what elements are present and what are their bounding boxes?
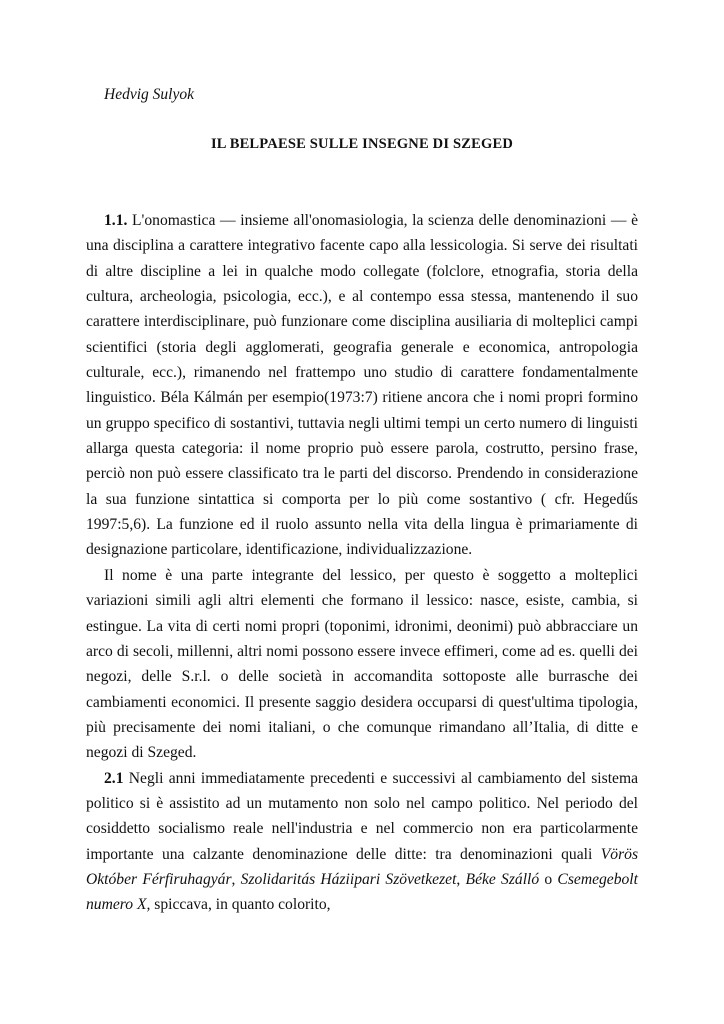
company-name: Vörös Október Férfiruhagyár (86, 845, 639, 888)
section-number: 1.1. (104, 212, 128, 229)
company-name: Béke Szálló (465, 870, 540, 888)
paragraph-text: L'onomastica — insieme all'onomasiologia, la scienza delle denominazioni — è una disciplina a carattere integrativo facente capo alla lessicologia. Si serve dei risultati di altre discipline a lei in qualche modo collegate (folclore, etnografia, storia della cultura, archeologia, psicologia, ecc.), e al contempo essa stessa, mantenendo il suo carattere interdisciplinare, può funzionare come disciplina ausiliaria di molteplici campi scientifici (storia degli agglomerati, geografia generale e economica, antropologia culturale, ecc.), rimanendo nel frattempo uno studio di carattere fondamentalmente linguistico. Béla Kálmán per esempio(1973:7) ritiene ancora che i nomi propri formino un gruppo specifico di sostantivi, tuttavia negli ultimi tempi un certo numero di linguisti allarga questa categoria: il nome proprio può essere parola, costrutto, persino frase, perciò non può essere classificato tra le parti del discorso. Prendendo in considerazione la sua funzione sintattica si comporta per lo più come sostantivo ( cfr. Hegedűs 1997:5,6). La funzione ed il ruolo assunto nella vita della lingua è primariamente di designazione particolare, identificazione, individualizzazione. (86, 212, 638, 559)
company-name: Szolidaritás Háziipari Szövetkezet (240, 870, 457, 888)
separator: o (544, 870, 553, 888)
paragraph-text: Negli anni immediatamente precedenti e successivi al cambiamento del sistema politico si è assistito ad un mutamento non solo nel campo politico. Nel periodo del cosiddetto socialismo reale nell'industria e nel commercio non era particolarmente importante una calzante denominazione delle ditte: tra denominazioni quali (86, 769, 638, 863)
body-text (86, 208, 638, 918)
separator: , (456, 870, 461, 888)
company-name: Csemegebolt numero X, (86, 870, 638, 914)
paragraph-1-1 (86, 208, 638, 563)
paragraph-nome (86, 563, 638, 766)
separator: , (231, 870, 236, 888)
author-name: Hedvig Sulyok (104, 86, 194, 103)
paragraph-text: spiccava, in quanto colorito, (154, 896, 331, 914)
section-number: 2.1 (104, 769, 124, 787)
paragraph-text: Il nome è una parte integrante del lessico, per questo è soggetto a molteplici variazioni simili agli altri elementi che formano il lessico: nasce, esiste, cambia, si estingue. La vita di certi nomi propri (toponimi, idronimi, deonimi) può abbracciare un arco di secoli, millenni, altri nomi possono essere invece effimeri, come ad es. quelli dei negozi, delle S.r.l. o delle società in accomandita sottoposte alle burrasche dei cambiamenti economici. Il presente saggio desidera occuparsi di quest'ultima tipologia, più precisamente dei nomi italiani, o che comunque rimandano all’Italia, di ditte e negozi di Szeged. (86, 566, 638, 762)
paragraph-2-1 (86, 766, 638, 918)
document-title: IL BELPAESE SULLE INSEGNE DI SZEGED (210, 136, 514, 152)
